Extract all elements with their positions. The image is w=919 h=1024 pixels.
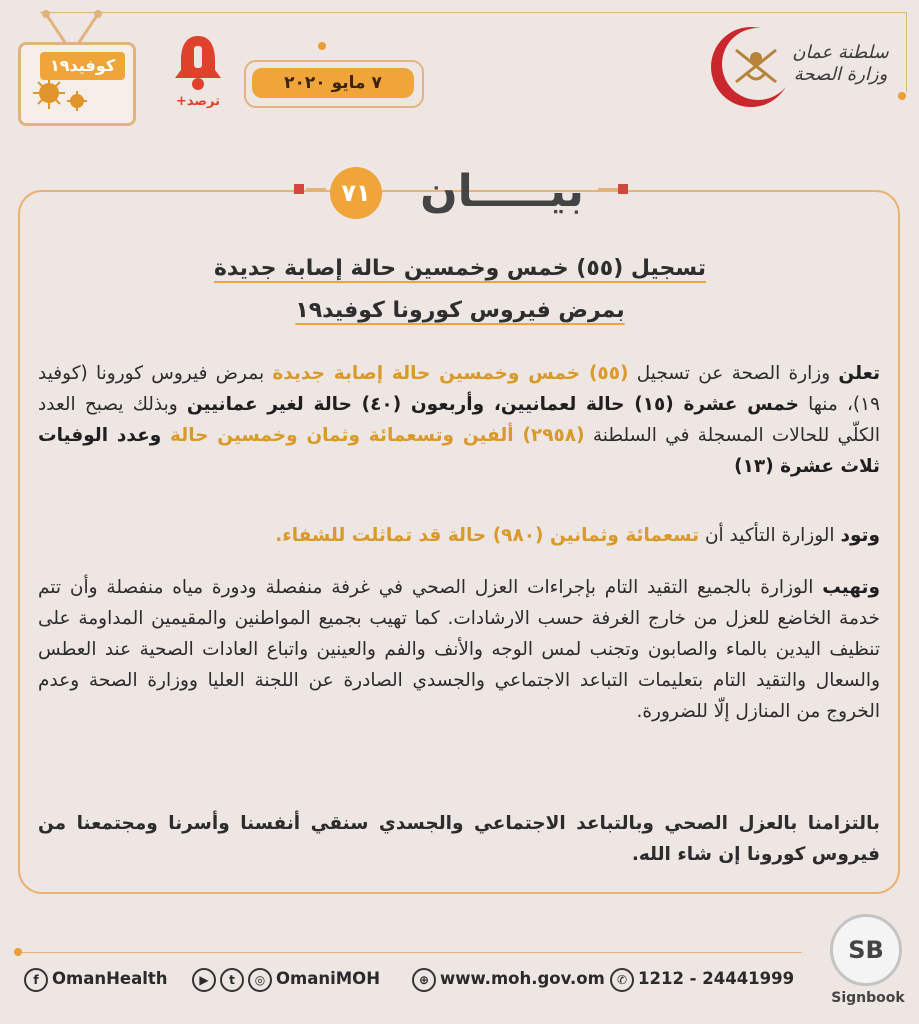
decor-dot [14, 948, 22, 956]
title-square-left [294, 184, 304, 194]
top-border-line-right [906, 12, 907, 92]
top-border-line [40, 12, 906, 13]
youtube-icon: ▶ [192, 968, 216, 992]
statement-word: بيـــــان [420, 166, 584, 217]
phone-icon: ✆ [610, 968, 634, 992]
phone-link[interactable] [610, 964, 794, 994]
para1-deaths: وعدد الوفيات ثلاث عشرة (١٣) [38, 425, 880, 477]
globe-icon: ⊕ [412, 968, 436, 992]
facebook-link[interactable] [24, 964, 168, 994]
paragraph-closing: بالتزامنا بالعزل الصحي وبالتباعد الاجتماعي والجسدي سنقي أنفسنا وأسرنا ومجتمعنا من فيروس كورونا إن شاء الله. [38, 813, 880, 865]
headline-line2: بمرض فيروس كورونا كوفيد١٩ [295, 298, 625, 323]
para1-text: وزارة الصحة عن تسجيل [628, 363, 839, 384]
para2-highlight-recovered: تسعمائة وثمانين (٩٨٠) حالة قد تماثلت للشفاء. [275, 525, 700, 546]
para2-lead: وتود [840, 525, 880, 546]
para1-text: وبذلك يصبح العدد الكلّي للحالات المسجلة في السلطنة [38, 394, 880, 446]
ministry-line2: وزارة الصحة [793, 64, 888, 85]
statement-title [0, 166, 919, 222]
ministry-name [778, 42, 903, 86]
social-links[interactable] [192, 964, 380, 994]
headline-line1: تسجيل (٥٥) خمس وخمسين حالة إصابة جديدة [213, 256, 707, 281]
website-url: www.moh.gov.om [440, 969, 605, 988]
para1-text: بمرض فيروس كورونا (كوفيد ١٩)، منها [38, 363, 881, 415]
para1-breakdown: خمس عشرة (١٥) حالة لعمانيين، وأربعون (٤٠) حالة لغير عمانيين [186, 394, 799, 415]
covid-tag: كوفيد١٩ [40, 52, 125, 80]
date-badge [244, 60, 424, 108]
social-handle: OmaniMOH [276, 969, 381, 988]
phone-number: 1212 - 24441999 [638, 969, 795, 988]
decor-dot [318, 42, 326, 50]
website-link[interactable] [412, 964, 605, 994]
para1-highlight-cases: (٥٥) خمس وخمسين حالة إصابة جديدة [272, 363, 629, 384]
bell-icon [163, 30, 233, 94]
footer-line [22, 952, 802, 953]
title-line-left [306, 188, 326, 191]
instagram-icon: ◎ [248, 968, 272, 992]
ministry-logo [706, 22, 906, 114]
para1-lead: تعلن [838, 363, 881, 384]
signbook-logo: SB [830, 914, 902, 986]
bell-label: ترصد+ [176, 94, 220, 109]
twitter-icon: t [220, 968, 244, 992]
paragraph-guidance [38, 572, 880, 727]
statement-number: ٧١ [330, 167, 382, 219]
facebook-icon: f [24, 968, 48, 992]
signbook-label: Signbook [831, 990, 905, 1006]
footer-contacts [20, 964, 810, 998]
tarassud-logo [163, 30, 233, 116]
title-square-right [618, 184, 628, 194]
para3-text: الوزارة بالجميع التقيد التام بإجراءات العزل الصحي في غرفة منفصلة ودورة مياه منفصلة وأن تتم خدمة الخاضع للعزل من خارج الغرفة حسب الارشادات. كما تهيب بجميع المواطنين والمقيمين المداومة على تنظيف اليدين بالماء والصابون وتجنب لمس الوجه والأنف والفم والعينين واتباع العادات الصحية عند العطس والسعال والتقيد التام بتعليمات التباعد الاجتماعي والجسدي الصادرة عن اللجنة العليا ووزارة الصحة وعدم الخروج من المنازل إلّا للضرورة. [38, 577, 880, 722]
date-text: ٧ مايو ٢٠٢٠ [252, 68, 414, 98]
covid-tv-logo [16, 6, 156, 122]
facebook-handle: OmanHealth [52, 969, 168, 988]
ministry-line1: سلطنة عمان [792, 42, 889, 63]
antenna-icon [36, 6, 116, 46]
signbook-watermark [826, 912, 910, 1012]
para2-text: الوزارة التأكيد أن [699, 525, 841, 546]
para3-lead: وتهيب [822, 577, 880, 598]
title-line-right [598, 188, 618, 191]
paragraph-recovered [38, 520, 880, 551]
para1-highlight-total: (٢٩٥٨) ألفين وتسعمائة وثمان وخمسين حالة [170, 425, 585, 446]
paragraph-cases [38, 358, 880, 482]
